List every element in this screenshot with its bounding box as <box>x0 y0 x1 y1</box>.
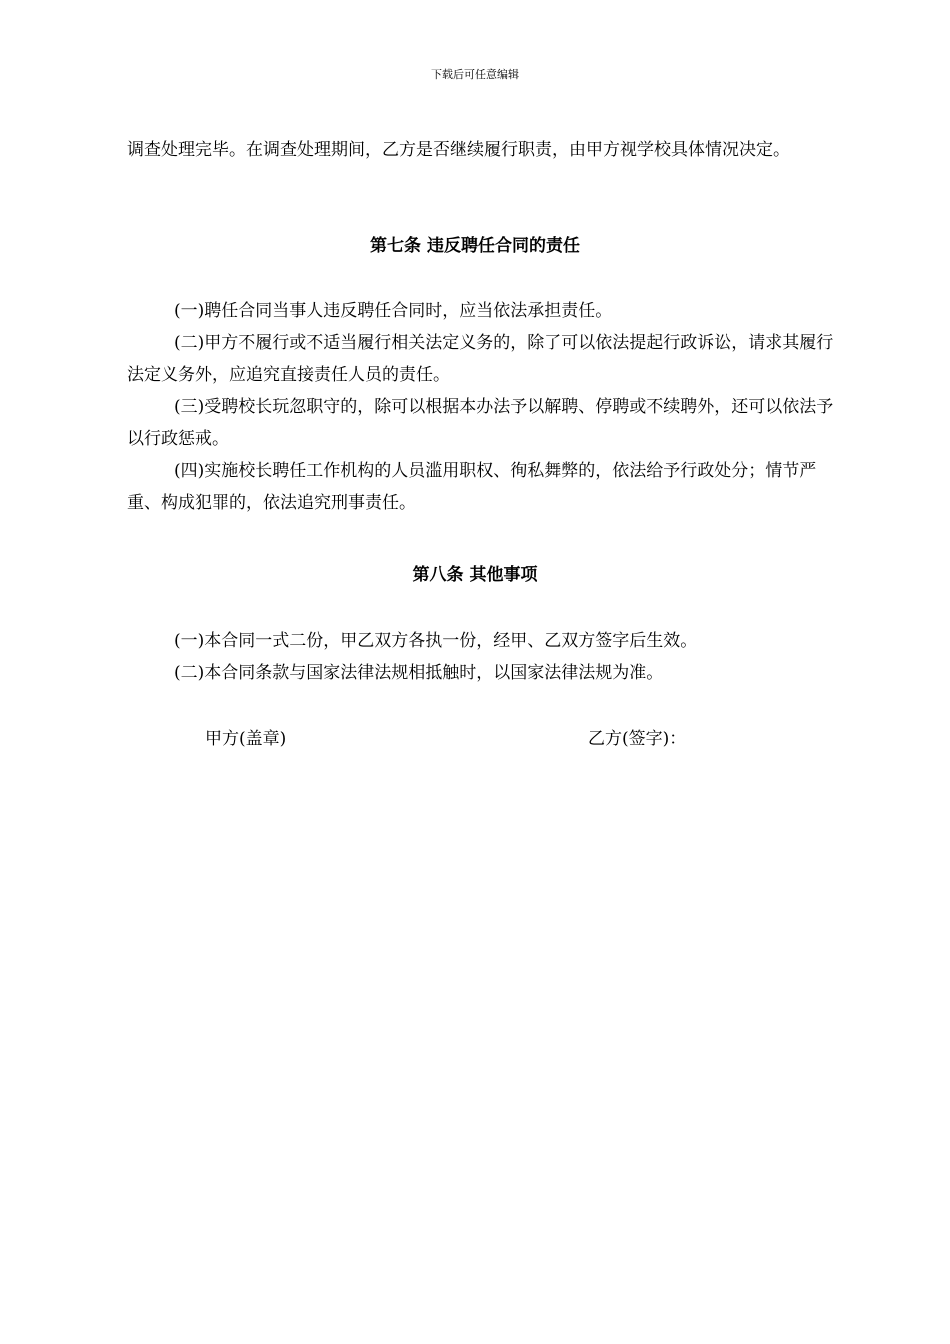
article-7-item-1: (一)聘任合同当事人违反聘任合同时，应当依法承担责任。 <box>174 301 613 321</box>
continuation-paragraph <box>127 134 847 166</box>
continuation-text: 调查处理完毕。在调查处理期间，乙方是否继续履行职责，由甲方视学校具体情况决定。 <box>127 140 790 160</box>
page-header: 下载后可任意编辑 <box>431 68 519 81</box>
party-b-signature-label: 乙方(签字)： <box>588 729 687 749</box>
article-8-item-2: (二)本合同条款与国家法律法规相抵触时，以国家法律法规为准。 <box>174 663 664 683</box>
article-7-item-2: (二)甲方不履行或不适当履行相关法定义务的，除了可以依法提起行政诉讼，请求其履行法定义务外，应追究直接责任人员的责任。 <box>127 333 834 385</box>
article-8-title: 第八条 其他事项 <box>412 565 538 585</box>
article-8-body <box>127 625 847 689</box>
party-a-signature-label: 甲方(盖章) <box>205 729 287 749</box>
article-7-item-3: (三)受聘校长玩忽职守的，除可以根据本办法予以解聘、停聘或不续聘外，还可以依法予以行政惩戒。 <box>127 397 834 449</box>
article-7-title: 第七条 违反聘任合同的责任 <box>370 236 580 256</box>
article-8-item-1: (一)本合同一式二份，甲乙双方各执一份，经甲、乙双方签字后生效。 <box>174 631 698 651</box>
article-7-item-4: (四)实施校长聘任工作机构的人员滥用职权、徇私舞弊的，依法给予行政处分；情节严重、构成犯罪的，依法追究刑事责任。 <box>127 461 817 513</box>
article-7-body <box>127 295 847 519</box>
